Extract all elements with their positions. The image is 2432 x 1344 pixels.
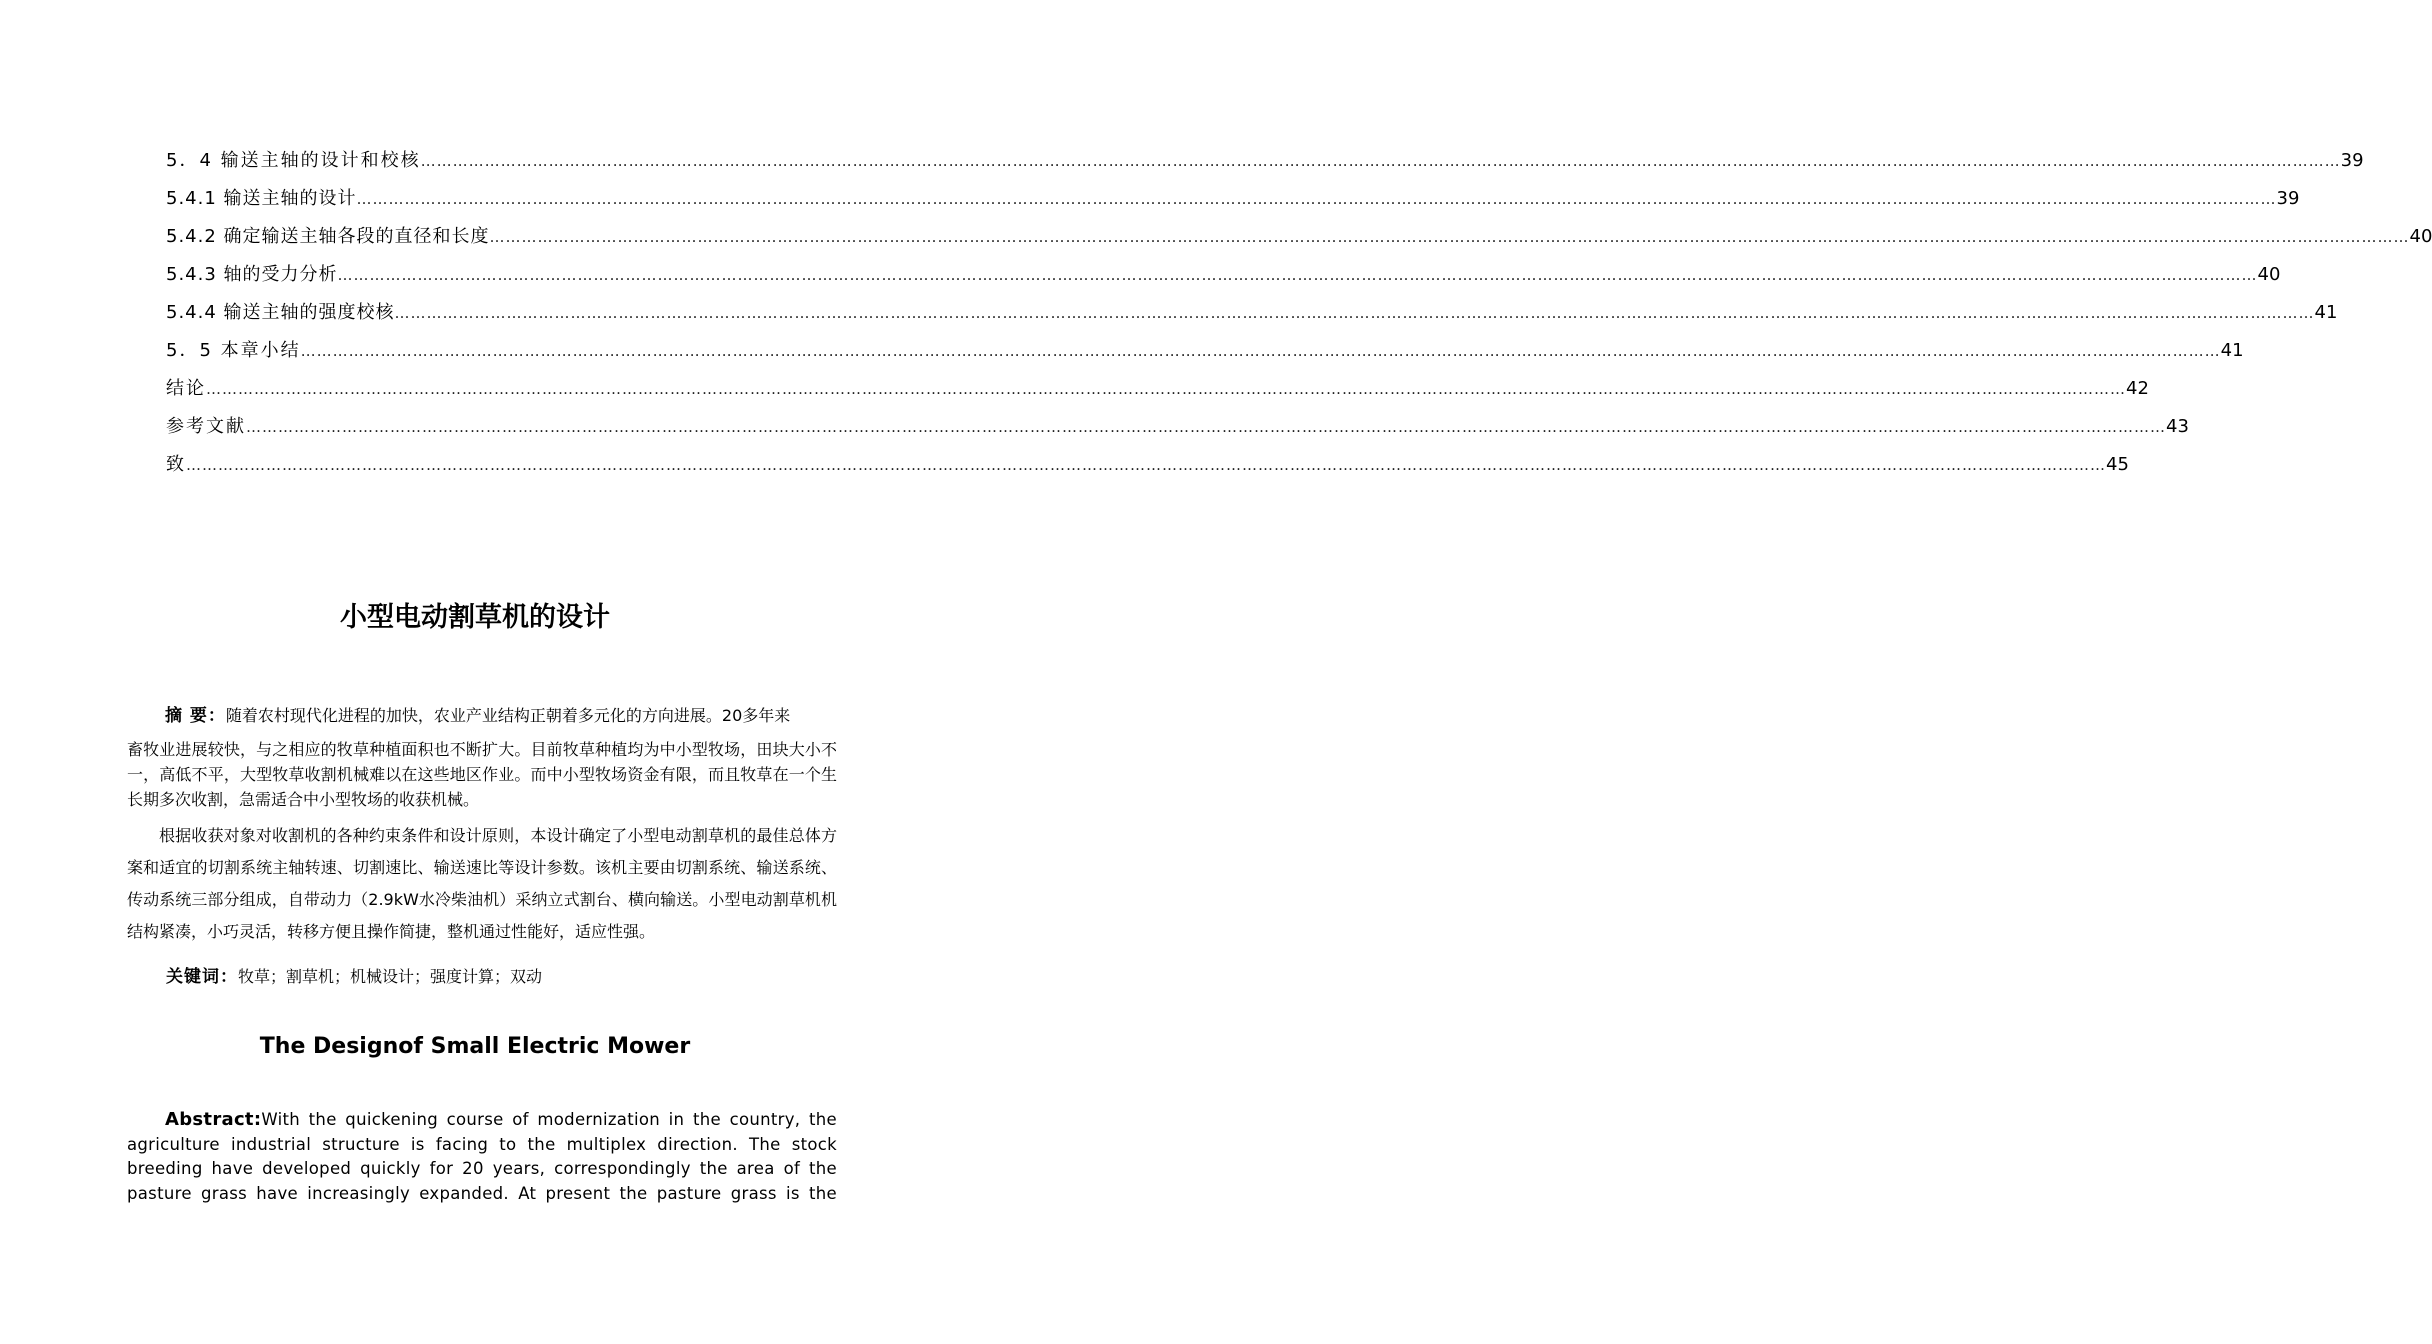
toc-entry-page: 40 <box>2409 226 2432 247</box>
toc-entry-page: 41 <box>2220 340 2244 361</box>
toc-entry <box>166 184 2300 222</box>
toc-entry-page: 39 <box>2276 188 2300 209</box>
toc-entry <box>166 298 2338 336</box>
toc-leader-dots: ……………………………………………………………………………………………………………………………………………………………………………………………………………………………………………………………………………………………………………………………… <box>300 342 2221 360</box>
toc-entry-label: 致 <box>166 454 186 475</box>
keywords-text: 牧草；割草机；机械设计；强度计算；双动 <box>238 967 543 986</box>
chinese-keywords <box>166 962 542 987</box>
toc-entry-label: 5.4.3 轴的受力分析 <box>166 264 338 285</box>
chinese-title: 小型电动割草机的设计 <box>340 602 610 633</box>
abstract-first-line <box>127 703 837 737</box>
english-abstract <box>127 1108 837 1206</box>
toc-leader-dots: ……………………………………………………………………………………………………………………………………………………………………………………………………………………………………………………………………………………………………………………………… <box>246 418 2166 436</box>
english-abstract-text: With the quickening course of modernization in the country, the agriculture industrial structure is facing to the multiplex direction. The stock breeding have developed quickly for 20 years, correspondingly the area of the pasture grass have increasingly expanded. At present the pasture grass is the <box>127 1110 837 1203</box>
english-abstract-label: Abstract: <box>165 1109 262 1130</box>
english-title: The Designof Small Electric Mower <box>259 1034 691 1059</box>
toc-leader-dots: ……………………………………………………………………………………………………………………………………………………………………………………………………………………………………………………………………………………………………………………………… <box>394 304 2315 322</box>
toc-entry <box>166 336 2244 374</box>
toc-entry-page: 41 <box>2314 302 2338 323</box>
toc-entry-page: 45 <box>2106 454 2129 475</box>
toc-leader-dots: ……………………………………………………………………………………………………………………………………………………………………………………………………………………………………………………………………………………………………………………………… <box>420 152 2341 170</box>
toc-entry-page: 42 <box>2126 378 2149 399</box>
toc-entry-label: 5．5 本章小结 <box>166 340 301 361</box>
toc-entry-page: 40 <box>2257 264 2281 285</box>
toc-entry-label: 5.4.1 输送主轴的设计 <box>166 188 357 209</box>
toc-entry-label: 参考文献 <box>166 416 246 437</box>
toc-leader-dots: ……………………………………………………………………………………………………………………………………………………………………………………………………………………………………………………………………………………………………………………………… <box>356 190 2277 208</box>
chinese-abstract <box>127 703 837 948</box>
toc-entry <box>166 260 2281 298</box>
toc-leader-dots: ……………………………………………………………………………………………………………………………………………………………………………………………………………………………………………………………………………………………………………………………… <box>186 456 2106 474</box>
chinese-abstract-paragraph-2: 根据收获对象对收割机的各种约束条件和设计原则，本设计确定了小型电动割草机的最佳总体方案和适宜的切割系统主轴转速、切割速比、输送速比等设计参数。该机主要由切割系统、输送系统、传动系统三部分组成，自带动力（2.9kW水冷柴油机）采纳立式割台、横向输送。小型电动割草机机结构紧凑，小巧灵活，转移方便且操作简捷，整机通过性能好，适应性强。 <box>127 826 837 941</box>
toc-entry-page: 43 <box>2166 416 2189 437</box>
toc-entry <box>166 374 2149 412</box>
toc-entry-page: 39 <box>2340 150 2364 171</box>
abstract-paragraph-1-rest: 畜牧业进展较快，与之相应的牧草种植面积也不断扩大。目前牧草种植均为中小型牧场，田块大小不一，高低不平，大型牧草收割机械难以在这些地区作业。而中小型牧场资金有限，而且牧草在一个生长期多次收割，急需适合中小型牧场的收获机械。 <box>127 740 837 809</box>
table-of-contents <box>166 146 2432 488</box>
toc-leader-dots: ……………………………………………………………………………………………………………………………………………………………………………………………………………………………………………………………………………………………………………………………… <box>206 380 2126 398</box>
abstract-line-1-text: 随着农村现代化进程的加快，农业产业结构正朝着多元化的方向进展。20多年来 <box>225 706 791 725</box>
toc-entry <box>166 412 2189 450</box>
toc-entry-label: 5.4.2 确定输送主轴各段的直径和长度 <box>166 226 490 247</box>
toc-entry-label: 5.4.4 输送主轴的强度校核 <box>166 302 395 323</box>
toc-entry <box>166 450 2129 488</box>
toc-leader-dots: ……………………………………………………………………………………………………………………………………………………………………………………………………………………………………………………………………………………………………………………………… <box>489 228 2410 246</box>
chinese-abstract-paragraph-1 <box>127 703 837 812</box>
toc-entry-label: 结论 <box>166 378 206 399</box>
toc-entry <box>166 222 2432 260</box>
toc-leader-dots: ……………………………………………………………………………………………………………………………………………………………………………………………………………………………………………………………………………………………………………………………… <box>337 266 2258 284</box>
toc-entry <box>166 146 2364 184</box>
keywords-label: 关键词： <box>166 967 238 987</box>
abstract-label: 摘 要： <box>165 706 226 726</box>
toc-entry-label: 5．4 输送主轴的设计和校核 <box>166 150 421 171</box>
